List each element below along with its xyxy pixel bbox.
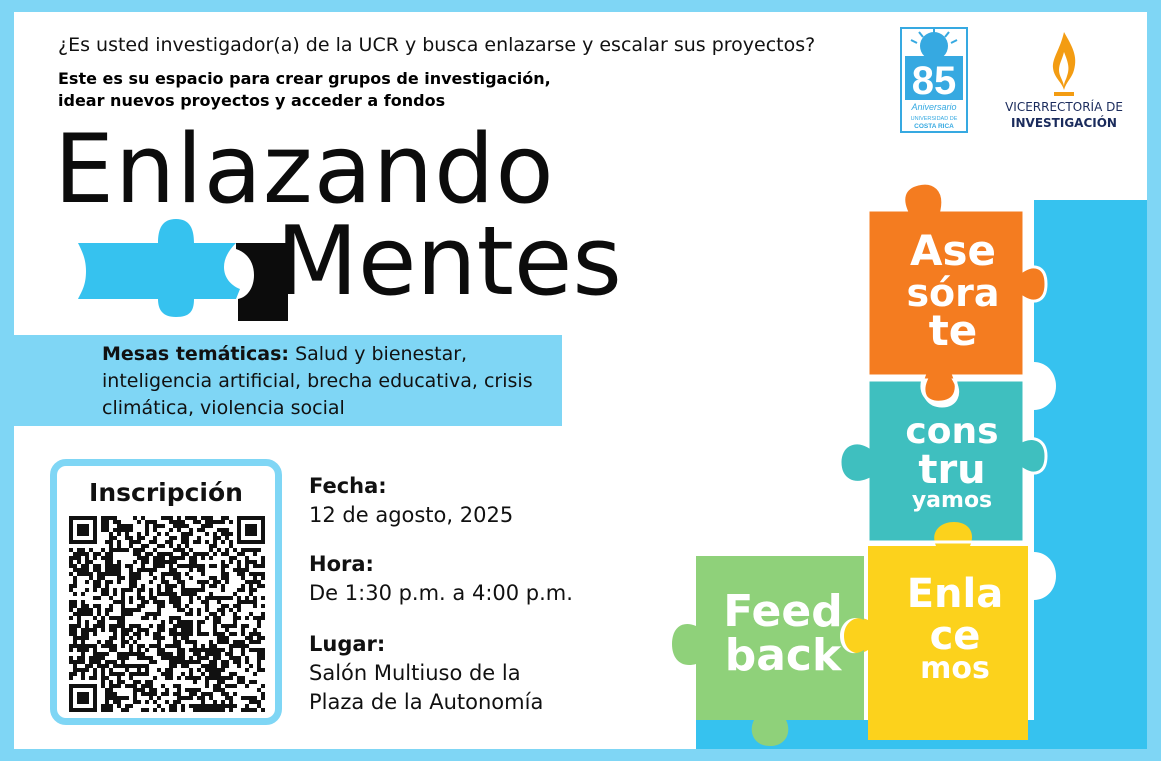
anniv-number: 85 [911,59,957,103]
word-yellow-3: mos [920,651,990,686]
time-value: De 1:30 p.m. a 4:00 p.m. [309,581,573,605]
time-block [309,550,573,608]
date-block [309,472,513,530]
poster [14,12,1147,749]
puzzle-graphic [636,180,1147,749]
place-label: Lugar: [309,632,386,656]
word-orange-2: sóra [906,271,1000,315]
word-orange-3: te [928,306,978,355]
anniv-univ1: UNIVERSIDAD DE [910,116,958,122]
title-line-1: Enlazando [54,115,555,225]
word-green-2: back [724,630,842,681]
themes-text [102,341,572,422]
place-line-1: Salón Multiuso de la [309,661,521,685]
header-question: ¿Es usted investigador(a) de la UCR y busca enlazarse y escalar sus proyectos? [58,34,816,56]
themes-label: Mesas temáticas: [102,343,290,365]
anniv-word: Aniversario [911,102,957,112]
place-block [309,630,543,717]
word-orange-1: Ase [910,226,996,275]
puzzle-blue-column [1034,200,1147,749]
word-green-1: Feed [723,586,843,637]
registration-title: Inscripción [89,478,243,507]
date-label: Fecha: [309,474,387,498]
logos [899,26,1129,138]
word-yellow-1: Enla [906,571,1004,617]
word-teal-2: tru [918,447,986,493]
place-line-2: Plaza de la Autonomía [309,690,544,714]
anniv-univ2: COSTA RICA [914,123,954,130]
anniversary-85-logo [899,26,969,134]
word-teal-1: cons [905,411,999,452]
qr-code[interactable] [69,516,265,712]
vicerrectoria-logo [999,26,1129,138]
header-intro [58,68,618,112]
intro-line-1: Este es su espacio para crear grupos de investigación, [58,69,551,88]
word-yellow-2: ce [929,613,981,659]
vice-line-1: VICERRECTORÍA DE [1005,100,1123,114]
word-teal-3: yamos [911,488,993,513]
themes-list: Salud y bienestar, inteligencia artificial, brecha educativa, crisis climática, violencia social [102,343,533,419]
vice-line-2: INVESTIGACIÓN [1011,116,1117,130]
themes-banner [14,335,562,426]
time-label: Hora: [309,552,374,576]
blue-puzzle-piece [58,209,288,321]
title-line-2: Mentes [276,207,622,317]
intro-line-2: idear nuevos proyectos y acceder a fondos [58,91,446,110]
flame-icon [1044,30,1084,100]
registration-box[interactable] [50,459,282,725]
date-value: 12 de agosto, 2025 [309,503,514,527]
